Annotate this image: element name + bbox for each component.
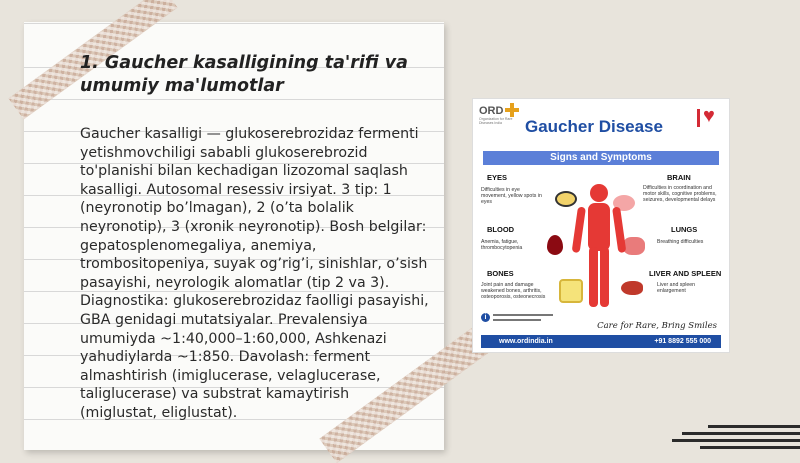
ord-logo-subtitle: Organization for Rare Diseases India	[479, 117, 513, 125]
decorative-stripes	[670, 420, 800, 450]
blood-title: BLOOD	[487, 225, 515, 234]
eyes-title: EYES	[487, 173, 508, 182]
signs-symptoms-banner: Signs and Symptoms	[483, 151, 719, 165]
blood-drop-icon	[547, 235, 563, 255]
info-icon: i	[481, 313, 490, 322]
heart-icon: ♥	[697, 107, 721, 131]
brain-title: BRAIN	[667, 173, 691, 182]
brain-text: Difficulties in coordination and motor skills, cognitive problems, seizures, developmental delays	[643, 185, 717, 203]
slide-heading: 1. Gaucher kasalligining ta'rifi va umumiy ma'lumotlar	[80, 53, 408, 96]
eyes-text: Difficulties in eye movement, yellow spots in eyes	[481, 187, 542, 205]
infographic-tagline: Care for Rare, Bring Smiles	[597, 321, 717, 331]
slide-body-text: Gaucher kasalligi — glukoserebrozidaz fermenti yetishmovchiligi sababli glukoserebrozid to'planishi bilan kechadigan lizozomal saqlash kasalligi. Autosomal resessiv irsiyat. 3 tip: 1 (neyronotip bo’lmagan), 2 (o’ta bolalik neyronotip), 3 (xronik neyronotip). Bosh belgilar: gepatosplenomegaliya, anemiya, trombositopeniya, suyak og’rig’i, sinishlar, o’sish pasayishi, neyrologik alomatlar (tip 2 va 3). Diagnostika: glukoserebrozidaz faolligi pasayishi, GBA genidagi mutatsiyalar. Prevalensiya umumiyda ~1:40,000–1:60,000, Ashkenazi yahudiylarda ~1:850. Davolash: ferment almashtirish (imiglucerase, velaglucerase, taliglucerase) va substrat kamaytirish (miglustat, eliglustat).	[80, 126, 429, 421]
blood-text: Anemia, fatigue, thrombocytopenia	[481, 239, 523, 251]
infographic-footer	[481, 335, 721, 348]
gaucher-infographic	[472, 98, 730, 353]
lungs-title: LUNGS	[671, 225, 698, 234]
info-text-lines	[493, 314, 563, 324]
phone-number: +91 8892 555 000	[654, 338, 711, 345]
liver-spleen-text: Liver and spleen enlargement	[657, 282, 696, 294]
infographic-title: Gaucher Disease	[525, 117, 663, 136]
human-body-figure	[571, 181, 627, 321]
bones-title: BONES	[487, 269, 514, 278]
liver-spleen-title: LIVER AND SPLEEN	[649, 269, 722, 278]
cross-icon	[505, 103, 519, 117]
website-url: www.ordindia.in	[499, 338, 553, 345]
ord-logo-text: ORD	[479, 105, 504, 117]
ord-logo	[479, 105, 519, 139]
lungs-text: Breathing difficulties	[657, 239, 704, 245]
bones-text: Joint pain and damage weakened bones, arthritis, osteoporosis, osteonecrosis	[481, 282, 546, 300]
